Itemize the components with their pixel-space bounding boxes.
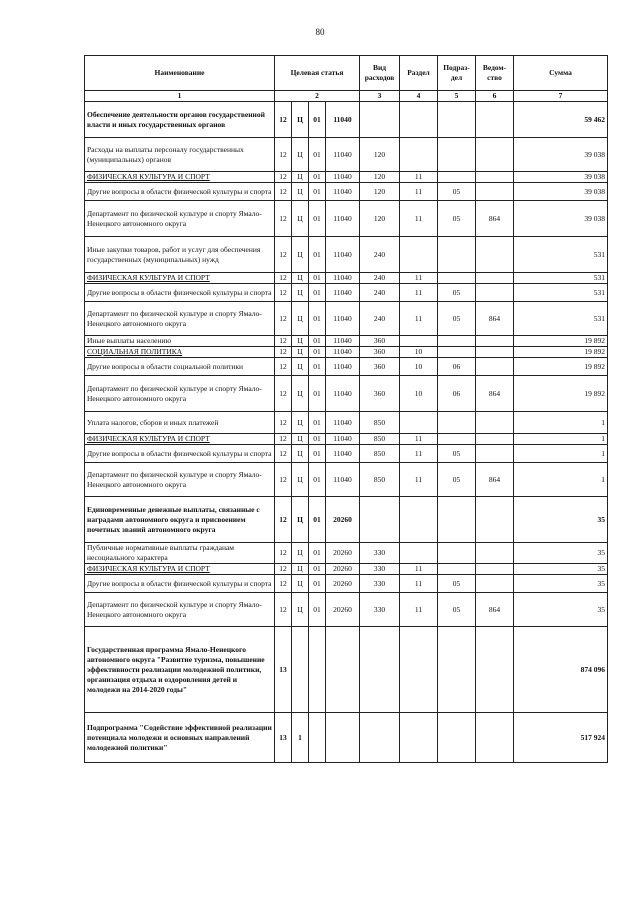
- code-event: [309, 713, 326, 763]
- code-direction: [326, 627, 360, 713]
- code-event: 01: [309, 412, 326, 434]
- code-event: 01: [309, 284, 326, 302]
- code-program: 12: [275, 376, 292, 412]
- department-code: 864: [476, 376, 514, 412]
- code-event: 01: [309, 172, 326, 183]
- code-direction: 11040: [326, 358, 360, 376]
- row-sum: 1: [514, 445, 608, 463]
- subsection-code: [438, 412, 476, 434]
- expense-type: 120: [360, 138, 400, 172]
- row-name: ФИЗИЧЕСКАЯ КУЛЬТУРА И СПОРТ: [85, 273, 275, 284]
- subsection-code: [438, 237, 476, 273]
- row-name: Департамент по физической культуре и спорту Ямало-Ненецкого автономного округа: [85, 376, 275, 412]
- expense-type: 850: [360, 412, 400, 434]
- table-row: [85, 445, 608, 463]
- code-program: 12: [275, 358, 292, 376]
- code-program: 13: [275, 627, 292, 713]
- section-code: [400, 713, 438, 763]
- code-subprogram: Ц: [292, 172, 309, 183]
- code-event: 01: [309, 302, 326, 336]
- department-code: [476, 434, 514, 445]
- header-target: Целевая статья: [275, 56, 360, 91]
- table-row: [85, 183, 608, 201]
- row-name: Единовременные денежные выплаты, связанные с наградами автономного округа и присвоением почетных званий автономного округа: [85, 497, 275, 543]
- code-event: 01: [309, 237, 326, 273]
- row-sum: 517 924: [514, 713, 608, 763]
- code-program: 12: [275, 543, 292, 564]
- budget-table: [84, 55, 608, 763]
- department-code: [476, 627, 514, 713]
- subsection-code: [438, 347, 476, 358]
- subsection-code: [438, 497, 476, 543]
- column-number: 7: [514, 91, 608, 102]
- code-program: 12: [275, 412, 292, 434]
- expense-type: 360: [360, 376, 400, 412]
- header-sum: Сумма: [514, 56, 608, 91]
- expense-type: 360: [360, 358, 400, 376]
- header-subsection: Подраз-дел: [438, 56, 476, 91]
- table-row: [85, 302, 608, 336]
- code-direction: 11040: [326, 273, 360, 284]
- code-event: 01: [309, 575, 326, 593]
- department-code: [476, 412, 514, 434]
- row-sum: 1: [514, 463, 608, 497]
- department-code: [476, 575, 514, 593]
- table-row: [85, 463, 608, 497]
- expense-type: 240: [360, 302, 400, 336]
- code-program: 12: [275, 445, 292, 463]
- row-name: Расходы на выплаты персоналу государственных (муниципальных) органов: [85, 138, 275, 172]
- row-name: Другие вопросы в области физической культуры и спорта: [85, 445, 275, 463]
- department-code: [476, 713, 514, 763]
- row-sum: 874 096: [514, 627, 608, 713]
- subsection-code: 06: [438, 376, 476, 412]
- expense-type: 330: [360, 564, 400, 575]
- code-program: 12: [275, 273, 292, 284]
- table-row: [85, 543, 608, 564]
- department-code: [476, 358, 514, 376]
- code-event: 01: [309, 593, 326, 627]
- row-sum: 531: [514, 237, 608, 273]
- subsection-code: [438, 627, 476, 713]
- subsection-code: 06: [438, 358, 476, 376]
- expense-type: 330: [360, 593, 400, 627]
- code-program: 13: [275, 713, 292, 763]
- section-code: 11: [400, 463, 438, 497]
- code-subprogram: Ц: [292, 543, 309, 564]
- table-row: [85, 102, 608, 138]
- row-sum: 19 892: [514, 347, 608, 358]
- code-subprogram: Ц: [292, 183, 309, 201]
- row-sum: 1: [514, 412, 608, 434]
- section-code: [400, 627, 438, 713]
- row-name: Уплата налогов, сборов и иных платежей: [85, 412, 275, 434]
- section-code: 11: [400, 284, 438, 302]
- subsection-code: [438, 434, 476, 445]
- code-direction: 20260: [326, 593, 360, 627]
- code-subprogram: 1: [292, 713, 309, 763]
- section-code: 11: [400, 183, 438, 201]
- code-direction: 11040: [326, 412, 360, 434]
- code-subprogram: Ц: [292, 434, 309, 445]
- row-sum: 35: [514, 543, 608, 564]
- department-code: [476, 183, 514, 201]
- code-direction: 11040: [326, 183, 360, 201]
- subsection-code: 05: [438, 593, 476, 627]
- department-code: [476, 497, 514, 543]
- row-sum: 1: [514, 434, 608, 445]
- section-code: 11: [400, 564, 438, 575]
- table-row: [85, 627, 608, 713]
- code-program: 12: [275, 284, 292, 302]
- column-number-row: [85, 91, 608, 102]
- row-sum: 35: [514, 497, 608, 543]
- subsection-code: 05: [438, 463, 476, 497]
- code-subprogram: Ц: [292, 376, 309, 412]
- code-subprogram: Ц: [292, 564, 309, 575]
- table-row: [85, 347, 608, 358]
- row-sum: 59 462: [514, 102, 608, 138]
- code-program: 12: [275, 172, 292, 183]
- subsection-code: [438, 273, 476, 284]
- table-row: [85, 201, 608, 237]
- code-direction: 11040: [326, 102, 360, 138]
- column-number: 3: [360, 91, 400, 102]
- expense-type: [360, 102, 400, 138]
- expense-type: 360: [360, 347, 400, 358]
- row-name: Иные выплаты населению: [85, 336, 275, 347]
- department-code: [476, 237, 514, 273]
- row-sum: 531: [514, 284, 608, 302]
- code-direction: 11040: [326, 138, 360, 172]
- subsection-code: 05: [438, 445, 476, 463]
- code-event: 01: [309, 102, 326, 138]
- row-sum: 531: [514, 273, 608, 284]
- section-code: 11: [400, 575, 438, 593]
- expense-type: 850: [360, 434, 400, 445]
- code-direction: 11040: [326, 347, 360, 358]
- code-program: 12: [275, 201, 292, 237]
- row-sum: 39 038: [514, 201, 608, 237]
- code-direction: 20260: [326, 564, 360, 575]
- table-row: [85, 497, 608, 543]
- column-number: 4: [400, 91, 438, 102]
- code-subprogram: Ц: [292, 336, 309, 347]
- code-program: 12: [275, 138, 292, 172]
- code-event: 01: [309, 445, 326, 463]
- row-name: ФИЗИЧЕСКАЯ КУЛЬТУРА И СПОРТ: [85, 434, 275, 445]
- section-code: 11: [400, 172, 438, 183]
- code-event: 01: [309, 336, 326, 347]
- code-subprogram: Ц: [292, 102, 309, 138]
- row-sum: 39 038: [514, 172, 608, 183]
- table-row: [85, 713, 608, 763]
- row-name: Департамент по физической культуре и спорту Ямало-Ненецкого автономного округа: [85, 593, 275, 627]
- expense-type: [360, 497, 400, 543]
- code-program: 12: [275, 336, 292, 347]
- code-subprogram: Ц: [292, 593, 309, 627]
- code-program: 12: [275, 463, 292, 497]
- table-row: [85, 564, 608, 575]
- department-code: [476, 543, 514, 564]
- department-code: [476, 347, 514, 358]
- code-subprogram: Ц: [292, 497, 309, 543]
- code-event: 01: [309, 497, 326, 543]
- table-row: [85, 172, 608, 183]
- row-name: Государственная программа Ямало-Ненецкого автономного округа "Развитие туризма, повышение эффективности реализации молодежной политики, организация отдыха и оздоровления детей и молодежи на 2014-2020 годы": [85, 627, 275, 713]
- section-code: [400, 412, 438, 434]
- table-row: [85, 237, 608, 273]
- row-sum: 19 892: [514, 358, 608, 376]
- department-code: 864: [476, 593, 514, 627]
- expense-type: 120: [360, 201, 400, 237]
- code-subprogram: Ц: [292, 273, 309, 284]
- expense-type: 850: [360, 445, 400, 463]
- subsection-code: [438, 564, 476, 575]
- row-name: Другие вопросы в области физической культуры и спорта: [85, 284, 275, 302]
- department-code: 864: [476, 201, 514, 237]
- header-row: [85, 56, 608, 91]
- code-subprogram: [292, 627, 309, 713]
- subsection-code: [438, 138, 476, 172]
- department-code: [476, 273, 514, 284]
- expense-type: 240: [360, 284, 400, 302]
- code-event: 01: [309, 183, 326, 201]
- section-code: 11: [400, 273, 438, 284]
- table-row: [85, 593, 608, 627]
- row-name: Обеспечение деятельности органов государственной власти и иных государственных органов: [85, 102, 275, 138]
- table-row: [85, 138, 608, 172]
- department-code: [476, 564, 514, 575]
- row-sum: 19 892: [514, 336, 608, 347]
- expense-type: 240: [360, 273, 400, 284]
- section-code: 11: [400, 434, 438, 445]
- subsection-code: 05: [438, 302, 476, 336]
- department-code: [476, 138, 514, 172]
- code-program: 12: [275, 564, 292, 575]
- code-direction: 20260: [326, 543, 360, 564]
- row-sum: 39 038: [514, 183, 608, 201]
- code-subprogram: Ц: [292, 575, 309, 593]
- code-direction: 11040: [326, 201, 360, 237]
- code-direction: 11040: [326, 302, 360, 336]
- subsection-code: 05: [438, 201, 476, 237]
- code-direction: 20260: [326, 575, 360, 593]
- code-program: 12: [275, 102, 292, 138]
- row-name: ФИЗИЧЕСКАЯ КУЛЬТУРА И СПОРТ: [85, 172, 275, 183]
- section-code: [400, 102, 438, 138]
- expense-type: 360: [360, 336, 400, 347]
- column-number: 5: [438, 91, 476, 102]
- code-program: 12: [275, 183, 292, 201]
- code-direction: 20260: [326, 497, 360, 543]
- expense-type: 120: [360, 183, 400, 201]
- table-row: [85, 412, 608, 434]
- table-row: [85, 434, 608, 445]
- header-expense-type: Вид расходов: [360, 56, 400, 91]
- code-event: 01: [309, 358, 326, 376]
- section-code: [400, 543, 438, 564]
- section-code: [400, 336, 438, 347]
- code-event: [309, 627, 326, 713]
- department-code: [476, 102, 514, 138]
- department-code: [476, 336, 514, 347]
- row-sum: 19 892: [514, 376, 608, 412]
- code-event: 01: [309, 376, 326, 412]
- code-program: 12: [275, 347, 292, 358]
- code-program: 12: [275, 302, 292, 336]
- table-row: [85, 273, 608, 284]
- row-name: Иные закупки товаров, работ и услуг для обеспечения государственных (муниципальных) нужд: [85, 237, 275, 273]
- row-name: Подпрограмма "Содействие эффективной реализации потенциала молодежи и основных направлений молодежной политики": [85, 713, 275, 763]
- code-direction: [326, 713, 360, 763]
- code-event: 01: [309, 138, 326, 172]
- expense-type: 330: [360, 575, 400, 593]
- row-name: Департамент по физической культуре и спорту Ямало-Ненецкого автономного округа: [85, 302, 275, 336]
- section-code: 11: [400, 593, 438, 627]
- subsection-code: 05: [438, 183, 476, 201]
- table-row: [85, 284, 608, 302]
- subsection-code: [438, 336, 476, 347]
- department-code: [476, 172, 514, 183]
- header-name: Наименование: [85, 56, 275, 91]
- row-name: ФИЗИЧЕСКАЯ КУЛЬТУРА И СПОРТ: [85, 564, 275, 575]
- code-event: 01: [309, 564, 326, 575]
- section-code: 10: [400, 347, 438, 358]
- row-name: Другие вопросы в области физической культуры и спорта: [85, 183, 275, 201]
- subsection-code: 05: [438, 284, 476, 302]
- code-direction: 11040: [326, 445, 360, 463]
- row-name: Другие вопросы в области физической культуры и спорта: [85, 575, 275, 593]
- row-sum: 531: [514, 302, 608, 336]
- table-row: [85, 336, 608, 347]
- department-code: [476, 445, 514, 463]
- section-code: [400, 138, 438, 172]
- code-subprogram: Ц: [292, 138, 309, 172]
- code-direction: 11040: [326, 172, 360, 183]
- page-number: 80: [315, 27, 325, 37]
- subsection-code: [438, 713, 476, 763]
- department-code: [476, 284, 514, 302]
- code-subprogram: Ц: [292, 237, 309, 273]
- department-code: 864: [476, 463, 514, 497]
- code-subprogram: Ц: [292, 412, 309, 434]
- column-number: 1: [85, 91, 275, 102]
- section-code: [400, 237, 438, 273]
- code-program: 12: [275, 497, 292, 543]
- subsection-code: [438, 172, 476, 183]
- row-name: Публичные нормативные выплаты гражданам несоциального характера: [85, 543, 275, 564]
- expense-type: 120: [360, 172, 400, 183]
- code-direction: 11040: [326, 463, 360, 497]
- section-code: 11: [400, 445, 438, 463]
- section-code: 10: [400, 376, 438, 412]
- code-direction: 11040: [326, 237, 360, 273]
- column-number: 2: [275, 91, 360, 102]
- code-subprogram: Ц: [292, 463, 309, 497]
- row-name: СОЦИАЛЬНАЯ ПОЛИТИКА: [85, 347, 275, 358]
- department-code: 864: [476, 302, 514, 336]
- expense-type: [360, 713, 400, 763]
- header-department: Ведом-ство: [476, 56, 514, 91]
- code-subprogram: Ц: [292, 284, 309, 302]
- code-direction: 11040: [326, 284, 360, 302]
- code-direction: 11040: [326, 376, 360, 412]
- code-subprogram: Ц: [292, 201, 309, 237]
- row-sum: 35: [514, 593, 608, 627]
- row-sum: 35: [514, 575, 608, 593]
- code-subprogram: Ц: [292, 347, 309, 358]
- code-subprogram: Ц: [292, 358, 309, 376]
- row-name: Департамент по физической культуре и спорту Ямало-Ненецкого автономного округа: [85, 201, 275, 237]
- code-event: 01: [309, 463, 326, 497]
- code-event: 01: [309, 347, 326, 358]
- section-code: 10: [400, 358, 438, 376]
- expense-type: [360, 627, 400, 713]
- row-sum: 39 038: [514, 138, 608, 172]
- code-subprogram: Ц: [292, 302, 309, 336]
- code-direction: 11040: [326, 336, 360, 347]
- code-event: 01: [309, 201, 326, 237]
- column-number: 6: [476, 91, 514, 102]
- section-code: [400, 497, 438, 543]
- code-program: 12: [275, 593, 292, 627]
- code-event: 01: [309, 434, 326, 445]
- subsection-code: [438, 102, 476, 138]
- code-program: 12: [275, 575, 292, 593]
- row-name: Другие вопросы в области социальной политики: [85, 358, 275, 376]
- row-sum: 35: [514, 564, 608, 575]
- code-program: 12: [275, 434, 292, 445]
- table-row: [85, 376, 608, 412]
- expense-type: 240: [360, 237, 400, 273]
- table-row: [85, 358, 608, 376]
- table-body: [85, 56, 608, 763]
- section-code: 11: [400, 201, 438, 237]
- code-direction: 11040: [326, 434, 360, 445]
- table-row: [85, 575, 608, 593]
- code-event: 01: [309, 543, 326, 564]
- code-subprogram: Ц: [292, 445, 309, 463]
- header-section: Раздел: [400, 56, 438, 91]
- subsection-code: 05: [438, 575, 476, 593]
- row-name: Департамент по физической культуре и спорту Ямало-Ненецкого автономного округа: [85, 463, 275, 497]
- subsection-code: [438, 543, 476, 564]
- expense-type: 330: [360, 543, 400, 564]
- section-code: 11: [400, 302, 438, 336]
- code-event: 01: [309, 273, 326, 284]
- code-program: 12: [275, 237, 292, 273]
- expense-type: 850: [360, 463, 400, 497]
